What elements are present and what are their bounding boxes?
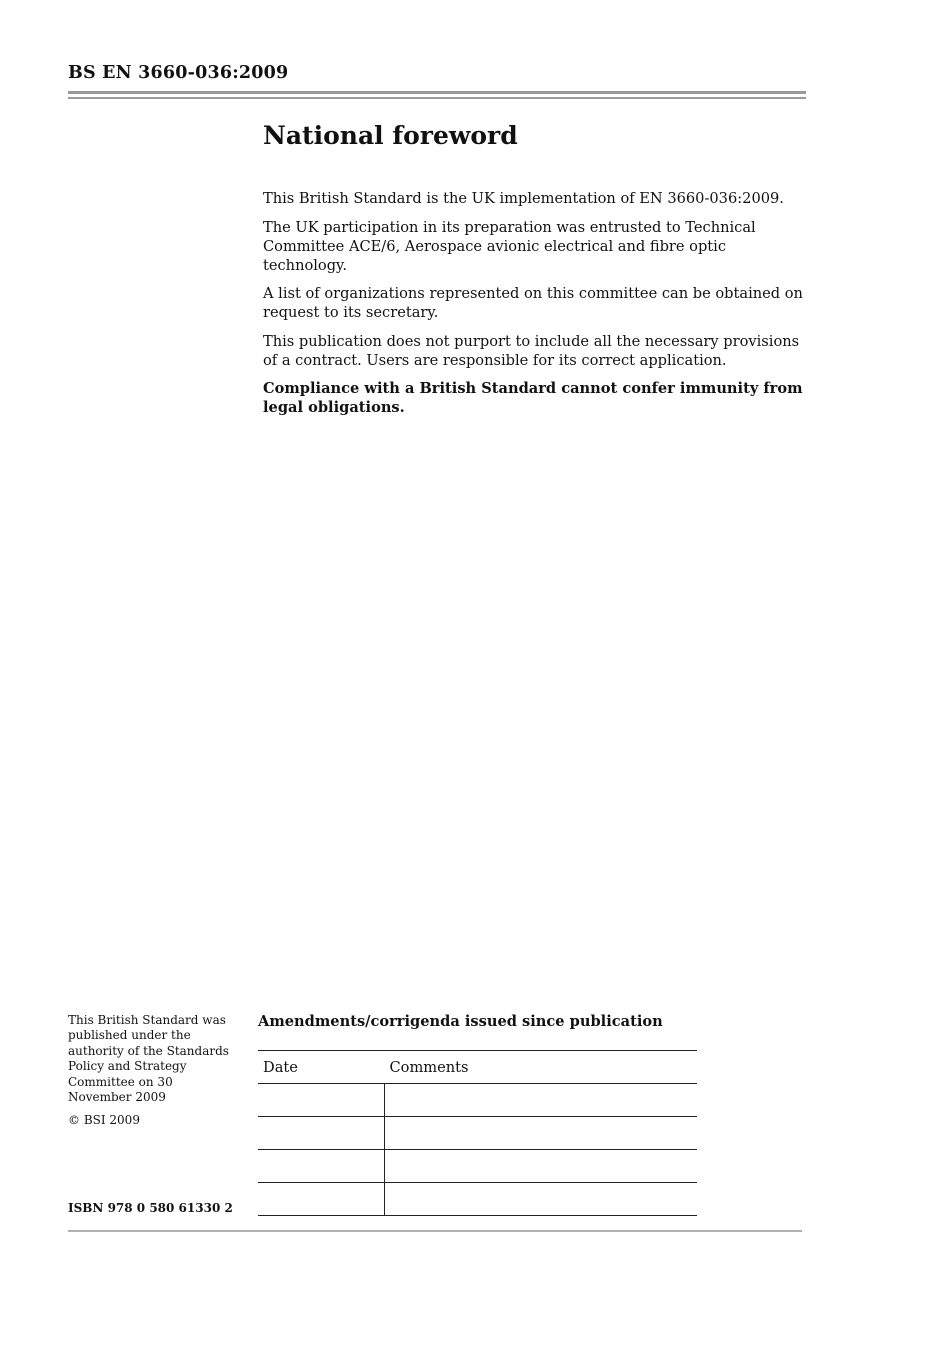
date-cell — [258, 1117, 385, 1150]
foreword-paragraph: The UK participation in its preparation was entrusted to Technical Committee ACE/6, Aerospace avionic electrical and fibre optic technology. — [263, 219, 756, 274]
comments-cell — [385, 1150, 698, 1183]
table-row — [258, 1117, 697, 1150]
date-cell — [258, 1084, 385, 1117]
publication-note: This British Standard was published under the authority of the Standards Policy and Strategy Committee on 30 November 2009 — [68, 1013, 229, 1105]
isbn: ISBN 978 0 580 61330 2 — [68, 1201, 233, 1215]
header-rule-top — [68, 91, 806, 94]
page-title: National foreword — [263, 121, 518, 150]
date-cell — [258, 1183, 385, 1216]
footer-rule — [68, 1230, 802, 1232]
compliance-statement: Compliance with a British Standard cannot confer immunity from legal obligations. — [263, 380, 803, 416]
foreword-paragraph: This British Standard is the UK implementation of EN 3660-036:2009. — [263, 190, 784, 207]
copyright-notice: © BSI 2009 — [68, 1113, 140, 1127]
column-header-date: Date — [263, 1058, 298, 1076]
date-cell — [258, 1150, 385, 1183]
document-id: BS EN 3660-036:2009 — [68, 63, 289, 83]
table-row — [258, 1084, 697, 1117]
table-row — [258, 1150, 697, 1183]
amendments-title: Amendments/corrigenda issued since publication — [258, 1013, 663, 1030]
header-rule-bottom — [68, 97, 806, 99]
foreword-paragraph: A list of organizations represented on this committee can be obtained on request to its secretary. — [263, 285, 803, 321]
column-header-comments: Comments — [389, 1058, 469, 1076]
amendments-table — [258, 1050, 697, 1216]
comments-cell — [385, 1117, 698, 1150]
table-row — [258, 1183, 697, 1216]
comments-cell — [385, 1084, 698, 1117]
comments-cell — [385, 1183, 698, 1216]
foreword-paragraph: This publication does not purport to include all the necessary provisions of a contract. Users are responsible for its correct application. — [263, 333, 800, 369]
table-header-row — [258, 1051, 697, 1084]
